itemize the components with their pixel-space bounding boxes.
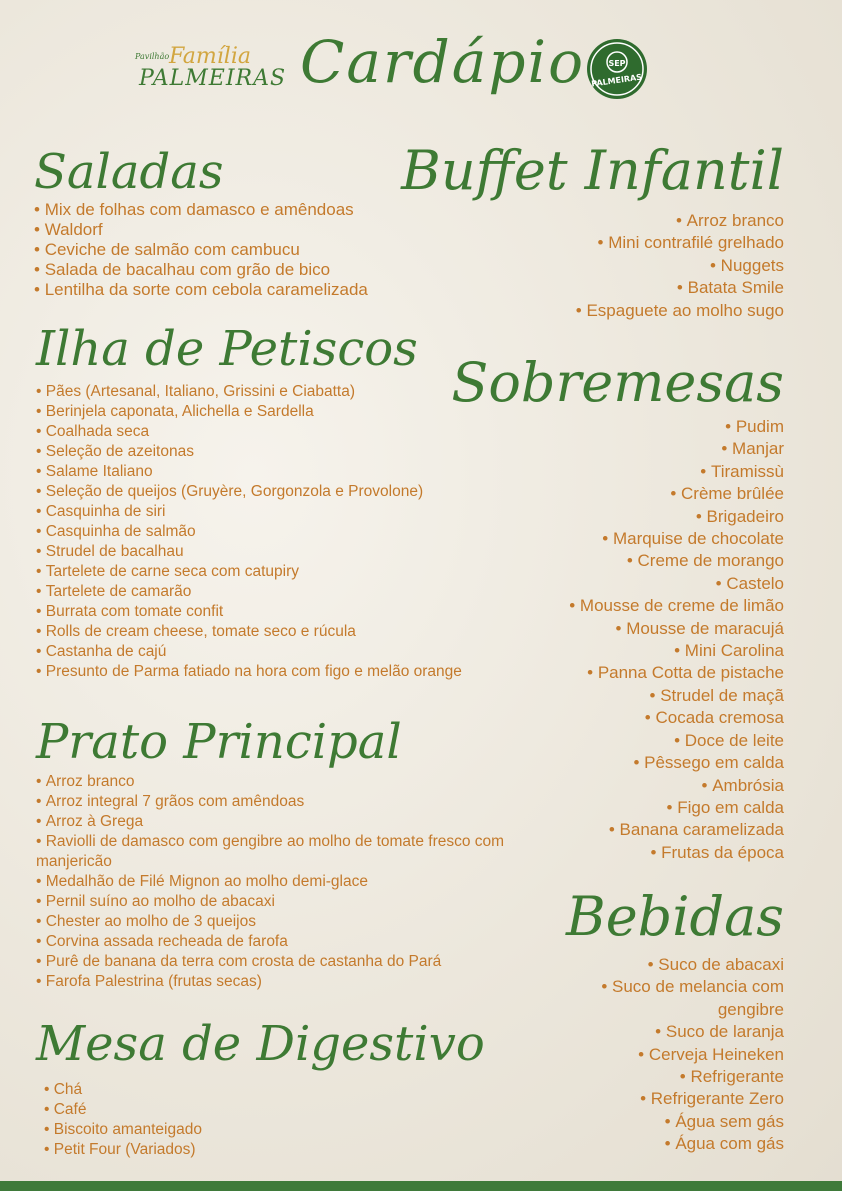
list-item: • Mini Carolina [451,640,784,662]
sobremesas-section [451,351,784,864]
list-item: • Banana caramelizada [451,819,784,841]
brand-family-text: Família [169,44,251,69]
section-title-petiscos: Ilha de Petiscos [36,321,418,377]
list-item: • Tartelete de carne seca com catupiry [36,562,462,582]
list-item: • Medalhão de Filé Mignon ao molho demi-glace [36,872,546,892]
list-item: • Mix de folhas com damasco e amêndoas [34,200,368,220]
digestivo-list [44,1080,485,1160]
list-item: • Purê de banana da terra com crosta de castanha do Pará [36,952,546,972]
list-item: • Arroz integral 7 grãos com amêndoas [36,792,546,812]
list-item: • Seleção de queijos (Gruyère, Gorgonzola e Provolone) [36,482,462,502]
list-item: • Frutas da época [451,842,784,864]
list-item: • Doce de leite [451,730,784,752]
list-item: • Cocada cremosa [451,707,784,729]
section-title-bebidas: Bebidas [566,885,784,948]
list-item: • Salada de bacalhau com grão de bico [34,260,368,280]
sobremesas-list [451,416,784,864]
list-item: • Pães (Artesanal, Italiano, Grissini e Ciabatta) [36,382,462,402]
list-item: • Burrata com tomate confit [36,602,462,622]
crest-monogram: SEP [608,59,626,68]
list-item: • Suco de melancia com gengibre [554,976,784,1021]
list-item: • Arroz branco [36,772,546,792]
list-item: • Nuggets [401,255,784,277]
section-title-saladas: Saladas [34,144,224,200]
petiscos-section [36,321,462,682]
saladas-list [34,200,368,300]
list-item: • Farofa Palestrina (frutas secas) [36,972,546,992]
list-item: • Pudim [451,416,784,438]
list-item: • Água com gás [554,1133,784,1155]
list-item: • Marquise de chocolate [451,528,784,550]
list-item: • Biscoito amanteigado [44,1120,485,1140]
list-item: • Mousse de maracujá [451,618,784,640]
infantil-section [401,139,784,322]
list-item: • Chá [44,1080,485,1100]
list-item: • Arroz à Grega [36,812,546,832]
list-item: • Chester ao molho de 3 queijos [36,912,546,932]
saladas-section [34,144,368,300]
list-item: • Castelo [451,573,784,595]
list-item: • Brigadeiro [451,506,784,528]
section-title-sobremesas: Sobremesas [451,351,784,414]
list-item: • Strudel de bacalhau [36,542,462,562]
list-item: • Batata Smile [401,277,784,299]
section-title-digestivo: Mesa de Digestivo [36,1016,485,1072]
list-item: • Espaguete ao molho sugo [401,300,784,322]
list-item: • Rolls de cream cheese, tomate seco e rúcula [36,622,462,642]
list-item: • Castanha de cajú [36,642,462,662]
list-item: • Água sem gás [554,1111,784,1133]
list-item: • Café [44,1100,485,1120]
list-item: • Lentilha da sorte com cebola caramelizada [34,280,368,300]
list-item: • Figo em calda [451,797,784,819]
list-item: • Petit Four (Variados) [44,1140,485,1160]
list-item: • Salame Italiano [36,462,462,482]
page-title: Cardápio [300,28,585,96]
section-title-principal: Prato Principal [36,714,402,770]
list-item: • Cerveja Heineken [554,1044,784,1066]
bebidas-section [554,885,784,1156]
list-item: • Refrigerante [554,1066,784,1088]
list-item: • Mini contrafilé grelhado [401,232,784,254]
list-item: • Ceviche de salmão com cambucu [34,240,368,260]
infantil-list [401,210,784,322]
section-title-infantil: Buffet Infantil [401,139,784,202]
palmeiras-crest-icon [586,38,648,100]
petiscos-list [36,382,462,682]
list-item: • Casquinha de siri [36,502,462,522]
bottom-green-bar [0,1181,842,1191]
list-item: • Suco de laranja [554,1021,784,1043]
bebidas-list [554,954,784,1156]
list-item: • Refrigerante Zero [554,1088,784,1110]
crest-text: PALMEIRAS [590,72,643,89]
list-item: • Arroz branco [401,210,784,232]
list-item: • Strudel de maçã [451,685,784,707]
list-item: • Tartelete de camarão [36,582,462,602]
list-item: • Ambrósia [451,775,784,797]
list-item: • Berinjela caponata, Alichella e Sardella [36,402,462,422]
familia-palmeiras-logo [135,44,287,98]
list-item: • Corvina assada recheada de farofa [36,932,546,952]
list-item: • Presunto de Parma fatiado na hora com figo e melão orange [36,662,462,682]
list-item: • Crème brûlée [451,483,784,505]
list-item: • Casquinha de salmão [36,522,462,542]
list-item: • Pernil suíno ao molho de abacaxi [36,892,546,912]
list-item: • Manjar [451,438,784,460]
list-item: • Coalhada seca [36,422,462,442]
list-item: • Waldorf [34,220,368,240]
list-item: • Tiramissù [451,461,784,483]
list-item: • Suco de abacaxi [554,954,784,976]
list-item: • Raviolli de damasco com gengibre ao molho de tomate fresco com manjericão [36,832,546,872]
list-item: • Creme de morango [451,550,784,572]
list-item: • Panna Cotta de pistache [451,662,784,684]
list-item: • Seleção de azeitonas [36,442,462,462]
brand-palmeiras-text: PALMEIRAS [139,66,287,91]
list-item: • Mousse de creme de limão [451,595,784,617]
list-item: • Pêssego em calda [451,752,784,774]
digestivo-section [36,1016,485,1160]
brand-small-text: Pavilhão [135,52,170,61]
